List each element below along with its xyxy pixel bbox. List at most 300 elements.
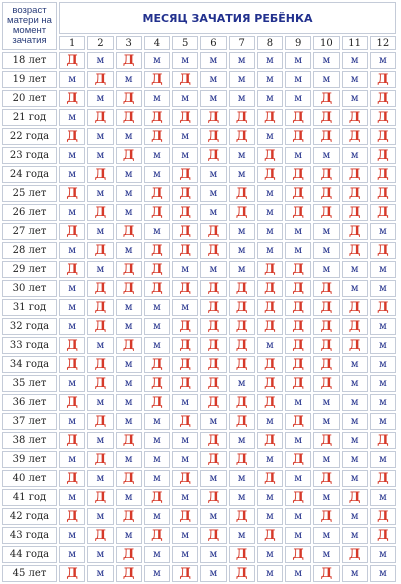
table-title: МЕСЯЦ ЗАЧАТИЯ РЕБЁНКА [59,2,396,34]
boy-cell: м [313,489,339,506]
boy-cell: м [229,375,255,392]
month-header: 6 [200,36,226,50]
mother-age-label: 22 года [2,128,57,145]
girl-cell: Д [257,147,283,164]
mother-age-label: 37 лет [2,413,57,430]
boy-cell: м [59,109,85,126]
boy-cell: м [257,508,283,525]
mother-age-label: 45 лет [2,565,57,582]
boy-cell: м [313,546,339,563]
girl-cell: Д [313,90,339,107]
boy-cell: м [200,470,226,487]
girl-cell: Д [370,166,396,183]
boy-cell: м [172,394,198,411]
boy-cell: м [342,565,368,582]
table-row [2,318,396,335]
girl-cell: Д [285,204,311,221]
boy-cell: м [87,508,113,525]
mother-age-label: 43 года [2,527,57,544]
mother-age-label: 24 года [2,166,57,183]
girl-cell: Д [144,489,170,506]
girl-cell: Д [342,299,368,316]
boy-cell: м [257,451,283,468]
boy-cell: м [144,318,170,335]
boy-cell: м [59,204,85,221]
girl-cell: Д [370,299,396,316]
boy-cell: м [87,261,113,278]
girl-cell: Д [200,109,226,126]
girl-cell: Д [144,280,170,297]
girl-cell: Д [59,565,85,582]
boy-cell: м [229,71,255,88]
girl-cell: Д [370,204,396,221]
girl-cell: Д [229,413,255,430]
girl-cell: Д [229,204,255,221]
boy-cell: м [116,71,142,88]
boy-cell: м [370,565,396,582]
table-row [2,394,396,411]
girl-cell: Д [370,109,396,126]
girl-cell: Д [257,261,283,278]
mother-age-label: 23 года [2,147,57,164]
boy-cell: м [229,527,255,544]
table-row [2,470,396,487]
month-header: 8 [257,36,283,50]
girl-cell: Д [285,318,311,335]
girl-cell: Д [342,223,368,240]
girl-cell: Д [172,204,198,221]
table-row [2,223,396,240]
girl-cell: Д [229,185,255,202]
boy-cell: м [87,90,113,107]
boy-cell: м [87,546,113,563]
month-header: 12 [370,36,396,50]
mother-age-label: 28 лет [2,242,57,259]
girl-cell: Д [313,280,339,297]
mother-age-label: 42 года [2,508,57,525]
girl-cell: Д [257,280,283,297]
girl-cell: Д [87,318,113,335]
girl-cell: Д [285,280,311,297]
girl-cell: Д [313,166,339,183]
girl-cell: Д [313,318,339,335]
boy-cell: м [116,527,142,544]
girl-cell: Д [87,280,113,297]
girl-cell: Д [342,166,368,183]
girl-cell: Д [116,470,142,487]
table-row [2,147,396,164]
girl-cell: Д [116,261,142,278]
girl-cell: Д [200,242,226,259]
boy-cell: м [285,71,311,88]
girl-cell: Д [116,565,142,582]
boy-cell: м [172,489,198,506]
boy-cell: м [229,261,255,278]
boy-cell: м [172,451,198,468]
boy-cell: м [144,508,170,525]
girl-cell: Д [229,546,255,563]
boy-cell: м [200,166,226,183]
boy-cell: м [229,52,255,69]
girl-cell: Д [144,109,170,126]
girl-cell: Д [285,261,311,278]
boy-cell: м [87,565,113,582]
girl-cell: Д [172,356,198,373]
mother-age-label: 31 год [2,299,57,316]
boy-cell: м [370,223,396,240]
girl-cell: Д [285,451,311,468]
girl-cell: Д [116,147,142,164]
boy-cell: м [172,128,198,145]
girl-cell: Д [342,337,368,354]
mother-age-label: 21 год [2,109,57,126]
boy-cell: м [342,356,368,373]
boy-cell: м [370,546,396,563]
boy-cell: м [87,394,113,411]
girl-cell: Д [370,527,396,544]
girl-cell: Д [313,356,339,373]
mother-age-label: 34 года [2,356,57,373]
boy-cell: м [116,489,142,506]
boy-cell: м [116,318,142,335]
girl-cell: Д [144,204,170,221]
girl-cell: Д [59,356,85,373]
girl-cell: Д [285,337,311,354]
girl-cell: Д [59,261,85,278]
boy-cell: м [87,128,113,145]
girl-cell: Д [59,185,85,202]
boy-cell: м [342,147,368,164]
boy-cell: м [370,261,396,278]
boy-cell: м [313,52,339,69]
boy-cell: м [257,413,283,430]
girl-cell: Д [172,71,198,88]
girl-cell: Д [116,52,142,69]
mother-age-label: 39 лет [2,451,57,468]
girl-cell: Д [370,147,396,164]
boy-cell: м [257,52,283,69]
mother-age-label: 35 лет [2,375,57,392]
boy-cell: м [313,527,339,544]
table-row [2,337,396,354]
boy-cell: м [116,356,142,373]
girl-cell: Д [144,261,170,278]
girl-cell: Д [257,527,283,544]
girl-cell: Д [370,185,396,202]
boy-cell: м [229,242,255,259]
girl-cell: Д [87,451,113,468]
girl-cell: Д [342,128,368,145]
boy-cell: м [59,147,85,164]
table-row [2,375,396,392]
girl-cell: Д [172,375,198,392]
girl-cell: Д [200,356,226,373]
boy-cell: м [116,128,142,145]
boy-cell: м [342,375,368,392]
mother-age-label: 44 года [2,546,57,563]
girl-cell: Д [229,451,255,468]
girl-cell: Д [172,223,198,240]
boy-cell: м [257,90,283,107]
girl-cell: Д [200,223,226,240]
boy-cell: м [172,90,198,107]
boy-cell: м [172,432,198,449]
boy-cell: м [370,451,396,468]
girl-cell: Д [116,432,142,449]
boy-cell: м [257,185,283,202]
girl-cell: Д [229,109,255,126]
boy-cell: м [285,394,311,411]
girl-cell: Д [200,147,226,164]
boy-cell: м [342,508,368,525]
girl-cell: Д [229,337,255,354]
boy-cell: м [172,261,198,278]
girl-cell: Д [257,109,283,126]
table-row [2,242,396,259]
boy-cell: м [200,185,226,202]
girl-cell: Д [200,299,226,316]
girl-cell: Д [313,375,339,392]
boy-cell: м [144,299,170,316]
month-header: 1 [59,36,85,50]
table-row [2,413,396,430]
table-row [2,109,396,126]
boy-cell: м [200,71,226,88]
month-header: 5 [172,36,198,50]
girl-cell: Д [59,90,85,107]
girl-cell: Д [257,299,283,316]
girl-cell: Д [172,166,198,183]
boy-cell: м [87,185,113,202]
boy-cell: м [229,432,255,449]
boy-cell: м [370,318,396,335]
boy-cell: м [342,527,368,544]
girl-cell: Д [285,299,311,316]
boy-cell: м [116,299,142,316]
girl-cell: Д [172,565,198,582]
boy-cell: м [144,470,170,487]
girl-cell: Д [229,280,255,297]
table-row [2,527,396,544]
girl-cell: Д [59,432,85,449]
boy-cell: м [59,451,85,468]
girl-cell: Д [59,52,85,69]
mother-age-label: 27 лет [2,223,57,240]
girl-cell: Д [172,413,198,430]
boy-cell: м [172,147,198,164]
girl-cell: Д [144,356,170,373]
boy-cell: м [257,71,283,88]
girl-cell: Д [59,223,85,240]
boy-cell: м [370,280,396,297]
girl-cell: Д [370,90,396,107]
girl-cell: Д [144,394,170,411]
girl-cell: Д [229,318,255,335]
girl-cell: Д [172,337,198,354]
girl-cell: Д [200,318,226,335]
boy-cell: м [257,223,283,240]
girl-cell: Д [59,394,85,411]
boy-cell: м [116,204,142,221]
girl-cell: Д [257,356,283,373]
mother-age-label: 30 лет [2,280,57,297]
girl-cell: Д [87,413,113,430]
girl-cell: Д [200,337,226,354]
girl-cell: Д [144,527,170,544]
boy-cell: м [87,52,113,69]
month-header: 7 [229,36,255,50]
mother-age-label: 26 лет [2,204,57,221]
boy-cell: м [59,375,85,392]
girl-cell: Д [172,318,198,335]
girl-cell: Д [87,299,113,316]
mother-age-label: 41 год [2,489,57,506]
girl-cell: Д [87,109,113,126]
girl-cell: Д [285,413,311,430]
girl-cell: Д [285,109,311,126]
girl-cell: Д [87,71,113,88]
table-row [2,451,396,468]
boy-cell: м [59,413,85,430]
boy-cell: м [370,489,396,506]
table-row [2,261,396,278]
mother-age-label: 32 года [2,318,57,335]
girl-cell: Д [144,375,170,392]
girl-cell: Д [200,489,226,506]
girl-cell: Д [285,356,311,373]
girl-cell: Д [229,565,255,582]
month-header: 10 [313,36,339,50]
girl-cell: Д [313,128,339,145]
table-row [2,299,396,316]
table-row [2,128,396,145]
girl-cell: Д [200,527,226,544]
girl-cell: Д [200,280,226,297]
girl-cell: Д [370,470,396,487]
girl-cell: Д [285,375,311,392]
table-row [2,280,396,297]
boy-cell: м [257,565,283,582]
girl-cell: Д [257,432,283,449]
boy-cell: м [59,489,85,506]
boy-cell: м [116,242,142,259]
mother-age-label: 38 лет [2,432,57,449]
table-row [2,432,396,449]
girl-cell: Д [257,470,283,487]
girl-cell: Д [59,128,85,145]
boy-cell: м [59,242,85,259]
boy-cell: м [116,166,142,183]
boy-cell: м [144,546,170,563]
boy-cell: м [116,375,142,392]
boy-cell: м [59,71,85,88]
boy-cell: м [313,261,339,278]
mother-age-label: 25 лет [2,185,57,202]
month-header-row [2,36,396,50]
girl-cell: Д [87,489,113,506]
boy-cell: м [229,223,255,240]
boy-cell: м [200,261,226,278]
boy-cell: м [116,413,142,430]
boy-cell: м [313,394,339,411]
boy-cell: м [285,242,311,259]
girl-cell: Д [144,128,170,145]
boy-cell: м [59,166,85,183]
table-title-row [2,2,396,34]
table-row [2,565,396,582]
girl-cell: Д [87,204,113,221]
boy-cell: м [257,128,283,145]
table-row [2,489,396,506]
boy-cell: м [285,508,311,525]
girl-cell: Д [200,375,226,392]
girl-cell: Д [313,337,339,354]
corner-header: возраст матери на момент зачатия [2,2,57,50]
boy-cell: м [144,337,170,354]
boy-cell: м [200,508,226,525]
boy-cell: м [342,280,368,297]
girl-cell: Д [87,242,113,259]
boy-cell: м [370,52,396,69]
girl-cell: Д [116,223,142,240]
girl-cell: Д [116,109,142,126]
boy-cell: м [87,223,113,240]
girl-cell: Д [313,470,339,487]
girl-cell: Д [200,394,226,411]
boy-cell: м [285,470,311,487]
girl-cell: Д [172,508,198,525]
boy-cell: м [257,489,283,506]
boy-cell: м [87,432,113,449]
boy-cell: м [144,451,170,468]
girl-cell: Д [172,280,198,297]
boy-cell: м [200,204,226,221]
mother-age-label: 40 лет [2,470,57,487]
table-row [2,166,396,183]
boy-cell: м [313,71,339,88]
boy-cell: м [342,261,368,278]
girl-cell: Д [313,109,339,126]
boy-cell: м [116,185,142,202]
boy-cell: м [285,565,311,582]
girl-cell: Д [172,109,198,126]
boy-cell: м [257,242,283,259]
girl-cell: Д [116,90,142,107]
boy-cell: м [342,451,368,468]
girl-cell: Д [313,185,339,202]
boy-cell: м [342,71,368,88]
girl-cell: Д [257,394,283,411]
boy-cell: м [257,546,283,563]
boy-cell: м [229,489,255,506]
girl-cell: Д [116,508,142,525]
girl-cell: Д [370,242,396,259]
girl-cell: Д [59,337,85,354]
boy-cell: м [144,565,170,582]
boy-cell: м [87,470,113,487]
boy-cell: м [285,90,311,107]
boy-cell: м [59,318,85,335]
mother-age-label: 19 лет [2,71,57,88]
girl-cell: Д [172,242,198,259]
boy-cell: м [59,546,85,563]
month-header: 3 [116,36,142,50]
girl-cell: Д [172,185,198,202]
boy-cell: м [285,223,311,240]
girl-cell: Д [257,375,283,392]
boy-cell: м [200,565,226,582]
girl-cell: Д [200,451,226,468]
